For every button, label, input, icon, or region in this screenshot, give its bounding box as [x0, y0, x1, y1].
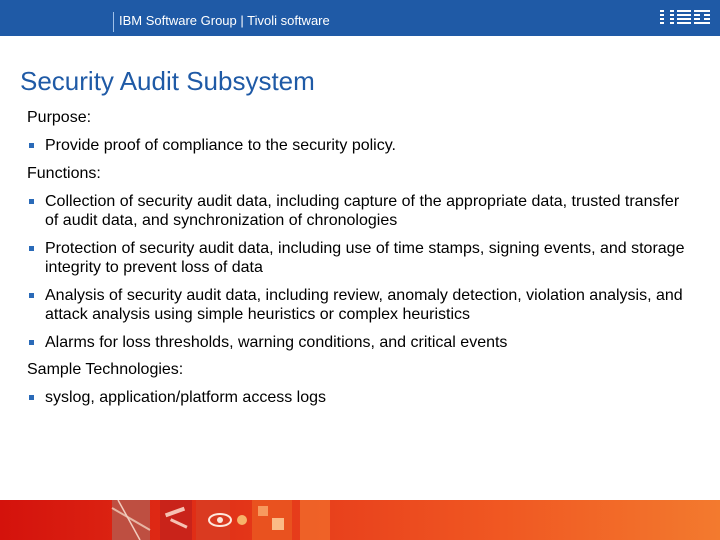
section-heading-functions: Functions: [27, 164, 101, 182]
footer-tile [300, 500, 330, 540]
slide-content [27, 108, 687, 416]
header-bar [0, 0, 720, 36]
list-item: Analysis of security audit data, including review, anomaly detection, violation analysis, and attack analysis using simple heuristics or complex heuristics [27, 286, 687, 325]
footer-dot [237, 515, 247, 525]
bullet-list-functions [27, 192, 687, 353]
ibm-logo-icon [660, 8, 710, 28]
footer-image-strip [0, 500, 720, 540]
footer-tile-square [272, 518, 284, 530]
footer-tile [160, 500, 192, 540]
eye-pupil [217, 517, 223, 523]
footer-decorative-band [0, 500, 720, 540]
header-separator [113, 12, 114, 32]
list-item: Protection of security audit data, including use of time stamps, signing events, and storage integrity to prevent loss of data [27, 239, 687, 278]
section-heading-purpose: Purpose: [27, 109, 92, 126]
list-item: syslog, application/platform access logs [27, 388, 687, 408]
header-title: IBM Software Group | Tivoli software [119, 13, 330, 28]
list-item: Collection of security audit data, including capture of the appropriate data, trusted transfer of audit data, and synchronization of chronologies [27, 192, 687, 231]
footer-tile [196, 500, 230, 540]
list-item: Alarms for loss thresholds, warning conditions, and critical events [27, 333, 687, 353]
bullet-list-purpose [27, 136, 687, 156]
slide-title: Security Audit Subsystem [20, 66, 315, 96]
list-item: Provide proof of compliance to the security policy. [27, 136, 687, 156]
bullet-list-sample-technologies [27, 388, 687, 408]
footer-tile-square [258, 506, 268, 516]
section-heading-sample-technologies: Sample Technologies: [27, 361, 184, 378]
